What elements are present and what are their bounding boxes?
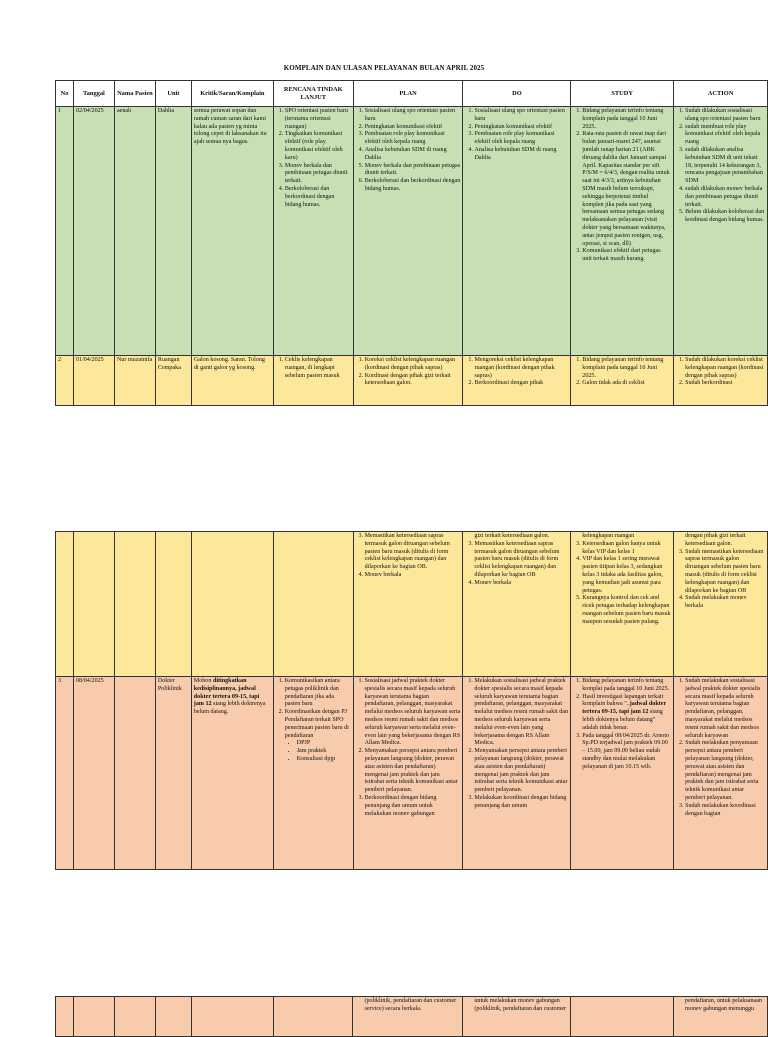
- list-item: 5. Kurangnya kontrol dan cek and ricek petugas terhadap kelengkapan ruangan sebelum pasien baru masuk maupun sesudah pasien pulang.: [582, 595, 671, 626]
- list-item: • DPJP: [297, 740, 351, 748]
- list-item: 5. Monev berkala dan pembinaan petugas diunit terkait.: [365, 163, 461, 179]
- list-item: 3. Pembuatan role play komunikasi efektif oleh kepala ruang: [474, 131, 568, 147]
- list-item: 4. VIP dan kelas 1 sering merawat pasien titipan kelas 3, sedangkan kelas 3 tidaka ada fasilitas galon, yang kemudian jadi asumsi para petugas.: [582, 556, 671, 595]
- row-do: [463, 677, 571, 870]
- list-item: 3. Sudah melakukan koordinasi dengan bagian: [685, 803, 765, 819]
- list-item: 1. Bidang pelayanan terinfo tentang komplain pada tanggal 10 Juni 2025.: [582, 108, 671, 131]
- row-action: pendaftaran, untuk pelaksanaan monev gabungan menunggu: [674, 997, 768, 1037]
- row-rencana: [273, 107, 353, 356]
- complaint-table-section-1: [55, 80, 768, 406]
- row-action: [674, 356, 768, 406]
- list-item: 2. Rata-rata pasien di rawat inap dari bulan januari-maret 247, asumsi jumlah ranap harian 21 (ABK diruang dahlia dari Januari sampai April. Kapasitas standar per sift P/S/M = 6/4/3, dengan realita untuk saat ini 4/3/3, artinya kebutuhan SDM masih belum tercukupi, sehingga berpotensi timbul komplen jika pada saat yang bersamaan semua petugas sedang melaksanakan pelayanan (visit dokter yang bersamaan waktunya, antar jemput pasien rontgen, usg, operasi, st scan, dll): [582, 131, 671, 248]
- list-item: 3. Sudah memastikan ketersediaan sapras termasuk galon diruangan sebelum pasien baru masuk (ditulis di form ceklist kelengkapan ruangan) dan dilaporkan ke bagian OB: [685, 549, 765, 596]
- row-plan: [353, 107, 463, 356]
- document-title: KOMPLAIN DAN ULASAN PELAYANAN BULAN APRIL 2025: [283, 64, 485, 72]
- complaint-table-section-2: [55, 531, 768, 870]
- list-item: 1. Bidang pelayanan terinfo tentang komplai pada tanggal 10 Juni 2025.: [582, 678, 671, 694]
- row-rencana: [273, 356, 353, 406]
- row-study: [571, 997, 674, 1037]
- row-nama: [114, 677, 155, 870]
- list-item: 4. Berkoloberasi dan berkordinasi dengan bidang humas.: [285, 186, 351, 209]
- row-study: [571, 356, 674, 406]
- table-row: [56, 107, 768, 356]
- row-do: [463, 107, 571, 356]
- list-item: 2. Berkoordinasi dengan pihak: [474, 380, 568, 388]
- row-do: [463, 532, 571, 677]
- list-item: 2. Kordinasi dengan pihak gizi terkait ketersediaan galon.: [365, 373, 461, 389]
- header-action: ACTION: [674, 81, 768, 107]
- header-rencana: RENCANA TINDAK LANJUT: [273, 81, 353, 107]
- header-plan: PLAN: [353, 81, 463, 107]
- list-item: 6. Berkoloberasi dan berkordinasi dengan bidang humas.: [365, 178, 461, 194]
- list-item: 1. Komunikasikan antara petugas poliklinik dan pendaftaran jika ada pasien baru: [285, 678, 351, 709]
- row-nama: aenah: [114, 107, 155, 356]
- header-unit: Unit: [155, 81, 191, 107]
- list-item: • Konsultasi dpjp: [297, 756, 351, 764]
- list-item: 3. Berkoordinasi dengan bidang penunjang dan umum untuk melakukan monev gabungan: [365, 795, 461, 818]
- list-item: 1. SPO orientasi pasien baru (terutama orientasi ruangan): [285, 108, 351, 131]
- list-item: 1. Ceklis kelengkapan ruangan, di lengkapi sebelum pasien masuk: [285, 357, 351, 380]
- row-tanggal: 08/04/2025: [73, 677, 114, 870]
- list-item: 5. Belum dilakukan koloberasi dan kordinasi dengan bidang humas.: [685, 209, 765, 225]
- row-study: [571, 677, 674, 870]
- list-item: 4. Analisa kebutuhan SDM di ruang Dahlia: [474, 147, 568, 163]
- table-row-continued: [56, 997, 768, 1037]
- list-item: 1. Bidang pelayanan terinfo tentang komplain pada tanggal 10 Juni 2025.: [582, 357, 671, 380]
- list-item: 2. Hasil investigasi lapangan terkait komplain bahwa "..jadwal dokter tertera 09-15, tapi jam 12 siang lebih doktenya belum datang" adalah tidak benar.: [582, 694, 671, 733]
- row-action: [674, 107, 768, 356]
- row-nama: Nur muzainifa: [114, 356, 155, 406]
- header-no: No: [56, 81, 74, 107]
- list-item: 3. Pembuatan role play komunikasi efektif oleh kepala ruang: [365, 131, 461, 147]
- list-item: 1. Melakukan sosialisasi jadwal praktek dokter spesialis secara masif kepada seluruh karyawan terutama bagian pendaftaran, pelanggan, masyarakat melalui medsos resmi rumah sakit dan medsos seluruh karyawan serta melalui even-even lain yang bekerjasama dengan RS Allam Medica.: [474, 678, 568, 748]
- row-tanggal: 01/04/2025: [73, 356, 114, 406]
- row-action: [674, 532, 768, 677]
- list-item: 2. Menyamakan persepsi antara pemberi pelayanan langsung (dokter, perawat atau asisten dan pendaftaran) mengenai jam praktek dan jam istirahat serta teknik komunikasi antar pemberi pelayanan.: [474, 748, 568, 795]
- row-unit: Dokter Poliklinik: [155, 677, 191, 870]
- list-item: 4. sudah dilakukan monev berkala dan pembinaan petugas diunit terkait.: [685, 186, 765, 209]
- row-no: 3: [56, 677, 74, 870]
- list-item: 3. Pada tanggal 08/04/2025 dr. Arnoto Sp.PD terjadwal jam praktek 09.00 – 15.00, jam 09.00 beliau sudah standby dan mulai melakukan pelayanan di jam 10.15 wib.: [582, 733, 671, 772]
- header-kritik: Kritik/Saran/Komplain: [191, 81, 273, 107]
- list-item: 4. Analisa kebutuhan SDM di ruang Dahlia: [365, 147, 461, 163]
- list-item: 2. Sudah melakukan penyamaan persepsi antara pemberi pelayanan langsung (dokter, perawat atau asisten dan pendaftaran) mengenai jam praktek dan jam istirahat serta teknik komunikasi antar pemberi pelayanan.: [685, 740, 765, 802]
- list-item: 4. Monev berkala: [474, 580, 568, 588]
- complaint-table: [55, 80, 768, 406]
- list-item: 1. Sudah melakukan sosialisasi jadwal praktek dokter spesialis secara masif kepada seluruh karyawan terutama bagian pendaftaran, pelanggan, masyarakat melalui medsos resmi rumah sakit dan medsos seluruh karyawan: [685, 678, 765, 740]
- row-tanggal: 02/04/2025: [73, 107, 114, 356]
- list-item: 3. sudah dilakukan analisa kebutuhan SDM di unit tekait 18, terpenuhi 14 kekurangan 3, rencana pengajuan penambahan SDM: [685, 147, 765, 186]
- list-item: • Jam praktek: [297, 748, 351, 756]
- list-item: 1. Sudah dilakukan koreksi ceklist kelengkapan ruangan (kordinasi dengan pihak sapras): [685, 357, 765, 380]
- row-plan: [353, 532, 463, 677]
- complaint-table-continued-2: [55, 996, 768, 1037]
- list-item: 2. Peningkatan komunikasi efektif: [365, 124, 461, 132]
- row-do: [463, 356, 571, 406]
- list-item: 2. Tingkatkan komunikasi efektif (role play komunikasi efektif oleh karu): [285, 131, 351, 162]
- list-item: 2. Sudah berkordinasi: [685, 380, 765, 388]
- list-item: 2. Galon tidak ada di ceklist: [582, 380, 671, 388]
- list-item: 3. Memastikan ketersediaan sapras termasuk galon diruangan sebelum pasien baru masuk (ditulis di form ceklist kelengkapan ruangan) dan dilaporkan ke bagian OB: [474, 541, 568, 580]
- complaint-table-continued: [55, 531, 768, 870]
- row-plan: [353, 356, 463, 406]
- row-plan: (poliklinik, pendaftaran dan customer service) secara berkala.: [353, 997, 463, 1037]
- list-item: 3. Ketersediaan galon hanya untuk kelas VIP dan kelas 1: [582, 541, 671, 557]
- list-item: 4. Monev berkala: [365, 572, 461, 580]
- list-item: 2. Koordinasikan dengan PJ Pendaftaran terkait SPO penerimaan pasien baru di pendaftaran • DPJP • Jam praktek • Konsultasi dpjp: [285, 709, 351, 764]
- continued-text: kelengkapan ruangan: [582, 533, 635, 539]
- list-item: 1. Mengoreksi ceklist kelengkapan ruangan (kordinasi dengan pihak sapras): [474, 357, 568, 380]
- list-item: 2. Peningkatan komunikasi efektif: [474, 124, 568, 132]
- row-study: [571, 107, 674, 356]
- row-kritik: Galon kosong. Saran. Tolong di ganti galon yg kosong.: [191, 356, 273, 406]
- list-item: 4. Sudah melakukan monev berkala: [685, 595, 765, 611]
- list-item: 1. Sosialisasi ulang spo orientasi pasien baru: [365, 108, 461, 124]
- table-row: [56, 677, 768, 870]
- list-item: 1. Koreksi ceklist kelengkapan ruangan (kordinasi dengan pihak sapras): [365, 357, 461, 373]
- row-plan: [353, 677, 463, 870]
- row-kritik: Mohon ditingkatkan kedisiplinannya, jadwal dokter tertera 09-15, tapi jam 12 siang lebih doktrenya belum datang.: [191, 677, 273, 870]
- header-nama-pasien: Nama Pasien: [114, 81, 155, 107]
- list-item: 1. Sosialisasi ulang spo orientasi pasien baru: [474, 108, 568, 124]
- list-item: 3. Monev berkala dan pembinaan petugas diunit terkait.: [285, 163, 351, 186]
- row-rencana: [273, 677, 353, 870]
- header-tanggal: Tanggal: [73, 81, 114, 107]
- list-item: 2. sudah membuat role play komunikasi efektif oleh kepala ruang: [685, 124, 765, 147]
- row-no: 2: [56, 356, 74, 406]
- continued-text: gizi terkait ketersediaan galon.: [474, 533, 550, 539]
- header-study: STUDY: [571, 81, 674, 107]
- list-item: 3. Komunikasi efektif dari petugas unit terkait masih kurang.: [582, 248, 671, 264]
- row-unit: Dahlia: [155, 107, 191, 356]
- list-item: 1. Sosialisasi jadwal praktek dokter spesialis secara masif kepada seluruh karyawan terutama bagian pendaftaran, pelanggan, masyarakat melalui medsos seluruh karyawan serta medsos resmi rumah sakit dan medsos seluruh karyawan serta melalui even-even lain yang bekerjasama dengan RS Allam Medica.: [365, 678, 461, 748]
- table-row: [56, 356, 768, 406]
- list-item: 1. Sudah dilakukan sosialisasi ulang spo orientasi pasien baru: [685, 108, 765, 124]
- row-study: [571, 532, 674, 677]
- table-row-continued: [56, 532, 768, 677]
- row-kritik: semua perawat sopan dan ramah cuman saran dari kami kalau ada pasien yg minta tolong cepet di laksanakan itu ajah semua nya bagus.: [191, 107, 273, 356]
- header-do: DO: [463, 81, 571, 107]
- list-item: 3. Memastikan ketersediaan sapras termasuk galon diruangan sebelum pasien baru masuk (ditulis di form ceklist kelengkapan ruangan) dan dilaporkan ke bagian OB.: [365, 533, 461, 572]
- row-no: 1: [56, 107, 74, 356]
- list-item: 3. Melakukan koordinasi dengan bidang penunjang dan umum: [474, 795, 568, 811]
- list-item: 2. Menyamakan persepsi antara pemberi pelayanan langsung (dokter, perawat atau asisten dan pendaftaran) mengenai jam praktek dan jam istirahat serta teknik komunikasi antar pemberi pelayanan.: [365, 748, 461, 795]
- table-header-row: [56, 81, 768, 107]
- continued-text: dengan pihak gizi terkait ketersediaan galon.: [685, 533, 746, 547]
- row-action: [674, 677, 768, 870]
- complaint-table-section-3: [55, 996, 768, 1037]
- row-unit: Ruangan Cempaka: [155, 356, 191, 406]
- row-do: untuk melakukan monev gabungan (poliklinik, pendaftaran dan customer: [463, 997, 571, 1037]
